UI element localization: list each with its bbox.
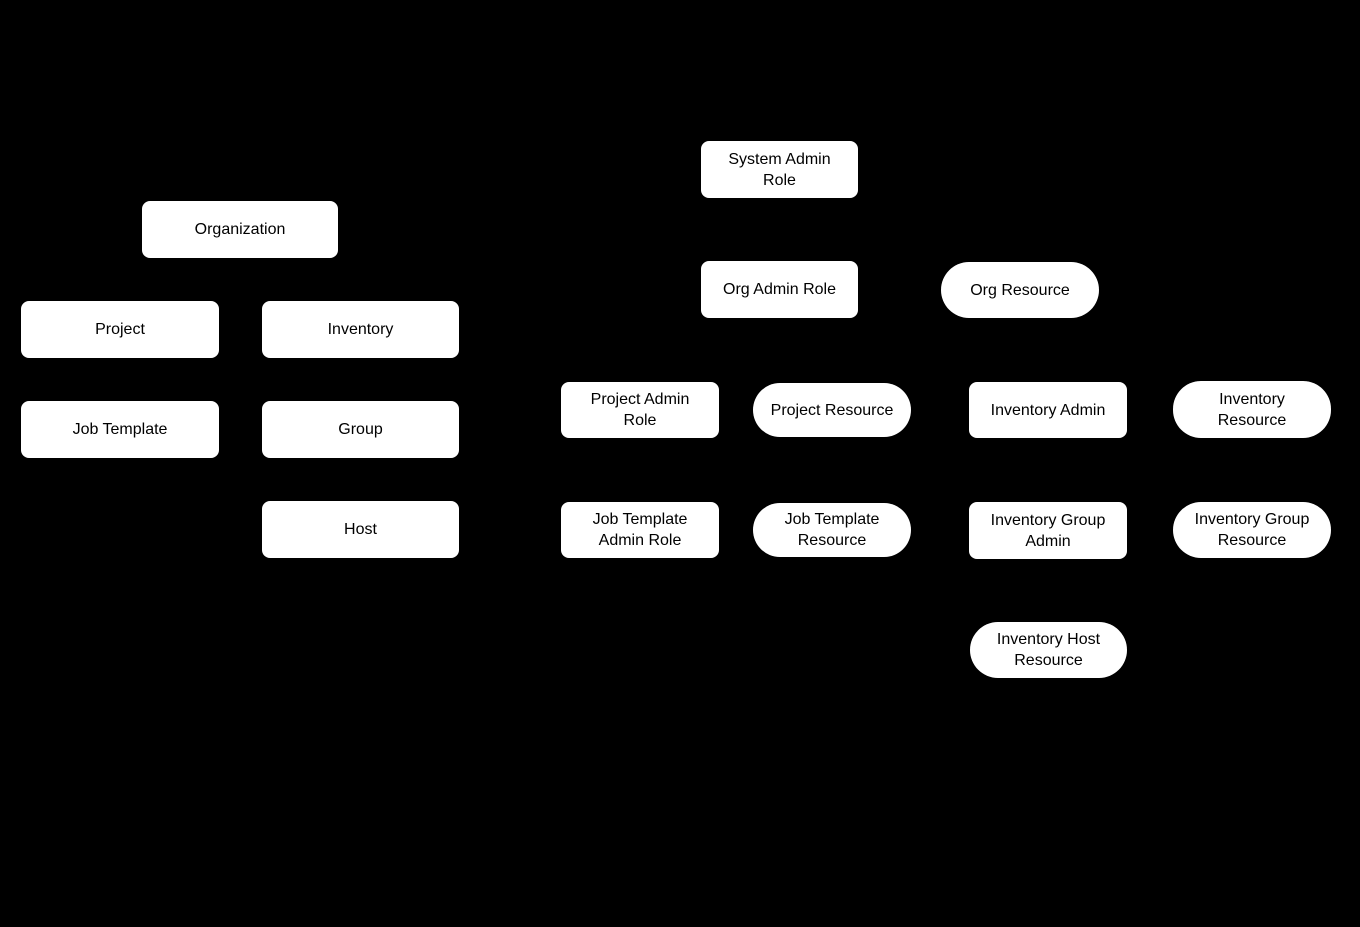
node-group xyxy=(262,401,459,458)
node-project-admin-role xyxy=(561,382,719,438)
node-project-resource xyxy=(753,383,911,437)
node-label: Host xyxy=(344,521,377,538)
node-label: Group xyxy=(338,421,383,438)
node-label: Role xyxy=(763,171,796,189)
node-label: Project Admin xyxy=(590,391,690,408)
node-label: Org Admin Role xyxy=(723,281,836,298)
node-label: Resource xyxy=(1014,652,1083,669)
node-label: Project Resource xyxy=(770,401,894,419)
node-label: Job Template xyxy=(72,421,168,438)
node-label: Inventory xyxy=(1219,390,1285,408)
node-label: Inventory Admin xyxy=(990,401,1106,419)
node-job-template-admin-role xyxy=(561,502,719,558)
node-label: Inventory Host xyxy=(996,631,1101,648)
node-label: Job Template xyxy=(784,511,880,528)
node-job-template xyxy=(21,401,219,458)
node-project xyxy=(21,301,219,358)
node-label: Resource xyxy=(797,532,867,549)
node-label: Admin Role xyxy=(598,532,682,549)
node-label: Admin xyxy=(1025,532,1071,550)
node-label: Role xyxy=(623,412,657,429)
node-label: Inventory Group xyxy=(990,511,1106,529)
node-label: Resource xyxy=(1217,532,1287,549)
node-inventory-admin xyxy=(969,382,1127,438)
node-label: Organization xyxy=(194,221,286,238)
node-label: Inventory Group xyxy=(1194,511,1310,528)
node-inventory-resource xyxy=(1173,381,1331,438)
node-job-template-resource xyxy=(753,503,911,557)
node-label: Resource xyxy=(1217,411,1287,429)
node-label: Org Resource xyxy=(970,281,1070,299)
node-system-admin-role xyxy=(701,141,858,198)
node-host xyxy=(262,501,459,558)
node-label: Inventory xyxy=(327,321,394,338)
node-label: Job Template xyxy=(592,511,688,528)
node-inventory-group-resource xyxy=(1173,502,1331,558)
node-inventory xyxy=(262,301,459,358)
node-inventory-host-resource xyxy=(970,622,1127,678)
node-org-admin-role xyxy=(701,261,858,318)
node-label: Project xyxy=(95,321,145,338)
node-organization xyxy=(142,201,338,258)
node-label: System Admin xyxy=(728,150,831,168)
node-org-resource xyxy=(941,262,1099,318)
node-inventory-group-admin xyxy=(969,502,1127,559)
